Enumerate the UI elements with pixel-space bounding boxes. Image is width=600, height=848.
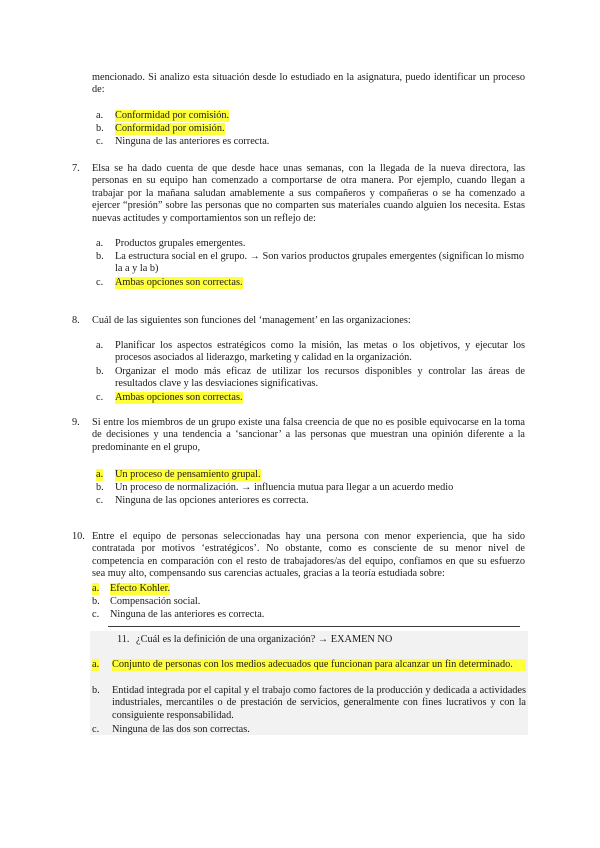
option-text: Un proceso de normalización. → influencia mutua para llegar a un acuerdo medio — [115, 482, 454, 493]
intro-option-c — [96, 136, 526, 149]
question-7-number: 7. — [72, 163, 80, 174]
option-marker: b. — [96, 482, 104, 493]
option-text: Productos grupales emergentes. — [115, 238, 246, 249]
question-10-text: Entre el equipo de personas seleccionadas hay una persona con menor experiencia, que ha sido contratada por motivos ‘estratégicos’. No obstante, como es consciente de su menor nivel de competencia en comparación con el resto de trabajadores/as del equipo, confiamos en que su esfuerzo sea muy alto, compensando sus carencias actuales, gracias a la teoría estudiada sobre: — [92, 531, 525, 580]
option-marker: a. — [96, 110, 104, 121]
question-11-option-c — [92, 724, 528, 737]
option-marker: b. — [96, 251, 104, 262]
option-marker: b. — [92, 685, 100, 696]
option-text: Ninguna de las opciones anteriores es correcta. — [115, 495, 309, 506]
question-9-option-c — [96, 495, 526, 508]
option-marker: b. — [96, 123, 104, 134]
question-11-number: 11. — [117, 634, 130, 645]
option-marker: c. — [96, 392, 104, 403]
option-text: Ambas opciones son correctas. — [115, 277, 243, 288]
question-7-option-b — [96, 251, 526, 277]
question-11-option-a — [92, 659, 528, 685]
question-8-option-c — [96, 392, 526, 405]
option-text: La estructura social en el grupo. → Son varios productos grupales emergentes (significan lo mismo la a y la b) — [115, 251, 525, 275]
option-text: Conformidad por comisión. — [115, 110, 230, 121]
question-7-option-a — [96, 238, 526, 251]
option-marker: c. — [92, 724, 100, 735]
option-text: Planificar los aspectos estratégicos como la misión, las metas o los objetivos, y ejecutar los procesos asociados al liderazgo, marketing y calidad en la organización. — [115, 340, 525, 364]
question-7-option-c — [96, 277, 526, 290]
option-text: Compensación social. — [110, 596, 201, 607]
question-11-text: ¿Cuál es la definición de una organización? → EXAMEN NO — [136, 634, 393, 645]
option-marker: c. — [96, 277, 104, 288]
question-8-text: Cuál de las siguientes son funciones del ‘management’ en las organizaciones: — [92, 315, 411, 326]
question-9-number: 9. — [72, 417, 80, 428]
divider — [108, 626, 520, 627]
question-7-text: Elsa se ha dado cuenta de que desde hace unas semanas, con la llegada de la nueva directora, las personas en su equipo han comenzado a comportarse de otra manera. Por ejemplo, cuando llegan a trabajar por la mañana saludan amablemente a sus compañeros y compañeras o se ha comenzado a ejercer “presión” sobre las personas que no comparten sus materiales cuando alguien los necesita. Estas nuevas actitudes y comportamientos son un reflejo de: — [92, 163, 525, 224]
option-marker: c. — [96, 136, 104, 147]
option-marker: a. — [92, 583, 100, 594]
question-10-option-b — [92, 596, 522, 609]
option-text: Efecto Kohler. — [110, 583, 171, 594]
question-9-option-b — [96, 482, 526, 495]
question-11-option-b — [92, 685, 528, 724]
option-text: Ambas opciones son correctas. — [115, 392, 243, 403]
question-9-option-a — [96, 469, 526, 482]
option-text: Conformidad por omisión. — [115, 123, 225, 134]
question-10-option-c — [92, 609, 522, 622]
option-marker: a. — [92, 659, 100, 670]
option-text: Un proceso de pensamiento grupal. — [115, 469, 261, 480]
question-8-option-a — [96, 340, 526, 366]
question-10-number: 10. — [72, 531, 85, 542]
question-10-option-a — [92, 583, 522, 596]
option-text: Ninguna de las anteriores es correcta. — [115, 136, 270, 147]
option-marker: a. — [96, 340, 104, 351]
option-marker: c. — [92, 609, 100, 620]
question-8-option-b — [96, 366, 526, 392]
intro-text: mencionado. Si analizo esta situación desde lo estudiado en la asignatura, puedo identificar un proceso de: — [92, 72, 525, 96]
option-marker: c. — [96, 495, 104, 506]
option-marker: a. — [96, 238, 104, 249]
intro-option-b — [96, 123, 526, 136]
question-8-number: 8. — [72, 315, 80, 326]
intro-option-a — [96, 110, 526, 123]
option-marker: a. — [96, 469, 104, 480]
option-text: Ninguna de las dos son correctas. — [112, 724, 250, 735]
question-9-text: Si entre los miembros de un grupo existe una falsa creencia de que no es posible equivocarse en la toma de decisiones y una tendencia a ‘sancionar’ a las personas que muestran una opinión diferente a la predominante en el grupo, — [92, 417, 525, 453]
option-text: Conjunto de personas con los medios adecuados que funcionan para alcanzar un fin determinado. — [112, 659, 526, 671]
option-text: Organizar el modo más eficaz de utilizar los recursos disponibles y controlar las áreas de resultados clave y las desviaciones significativas. — [115, 366, 525, 390]
option-text: Ninguna de las anteriores es correcta. — [110, 609, 265, 620]
option-text: Entidad integrada por el capital y el trabajo como factores de la producción y dedicada a actividades industriales, mercantiles o de prestación de servicios, generalmente con fines lucrativos y con la consiguiente responsabilidad. — [112, 685, 526, 721]
option-marker: b. — [92, 596, 100, 607]
option-marker: b. — [96, 366, 104, 377]
